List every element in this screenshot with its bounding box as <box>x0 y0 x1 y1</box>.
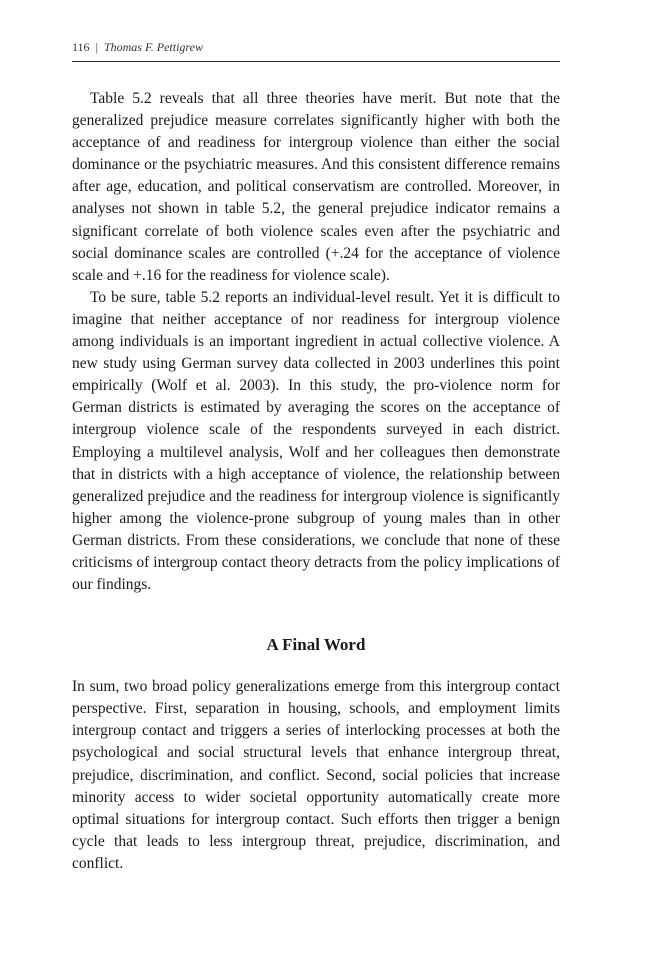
running-head-separator: | <box>95 40 98 54</box>
book-page <box>72 40 560 875</box>
running-head-author: Thomas F. Pettigrew <box>103 40 203 54</box>
paragraph-table-results: Table 5.2 reveals that all three theories have merit. But note that the generalized prejudice measure correlates significantly higher with both the acceptance of and readiness for intergroup violence than either the social dominance or the psychiatric measures. And this consistent difference remains after age, education, and political conservatism are controlled. Moreover, in analyses not shown in table 5.2, the general prejudice indicator remains a significant correlate of both violence scales even after the psychiatric and social dominance scales are controlled (+.24 for the acceptance of violence scale and +.16 for the readiness for violence scale). <box>72 90 560 284</box>
paragraph-individual-level: To be sure, table 5.2 reports an individual-level result. Yet it is difficult to imagine that neither acceptance of nor readiness for intergroup violence among individuals is an important ingredient in actual collective violence. A new study using German survey data collected in 2003 underlines this point empirically (Wolf et al. 2003). In this study, the pro-violence norm for German districts is estimated by averaging the scores on the acceptance of intergroup violence scale of the respondents surveyed in each district. Employing a multilevel analysis, Wolf and her colleagues then demonstrate that in districts with a high acceptance of violence, the relationship between generalized prejudice and the readiness for intergroup violence is significantly higher among the violence-prone subgroup of young males than in other German districts. From these considerations, we conclude that none of these criticisms of intergroup contact theory detracts from the policy implications of our findings. <box>72 288 560 594</box>
page-body <box>72 88 560 875</box>
paragraph-summary: In sum, two broad policy generalizations emerge from this intergroup contact perspective. First, separation in housing, schools, and employment limits intergroup contact and triggers a series of interlocking processes at both the psychological and social structural levels that enhance intergroup threat, prejudice, discrimination, and conflict. Second, social policies that increase minority access to wider societal opportunity automatically create more optimal situations for intergroup contact. Such efforts then trigger a benign cycle that leads to less intergroup threat, prejudice, discrimination, and conflict. <box>72 678 560 872</box>
running-head <box>72 40 560 62</box>
page-number: 116 <box>72 40 90 54</box>
section-heading: A Final Word <box>266 635 366 655</box>
